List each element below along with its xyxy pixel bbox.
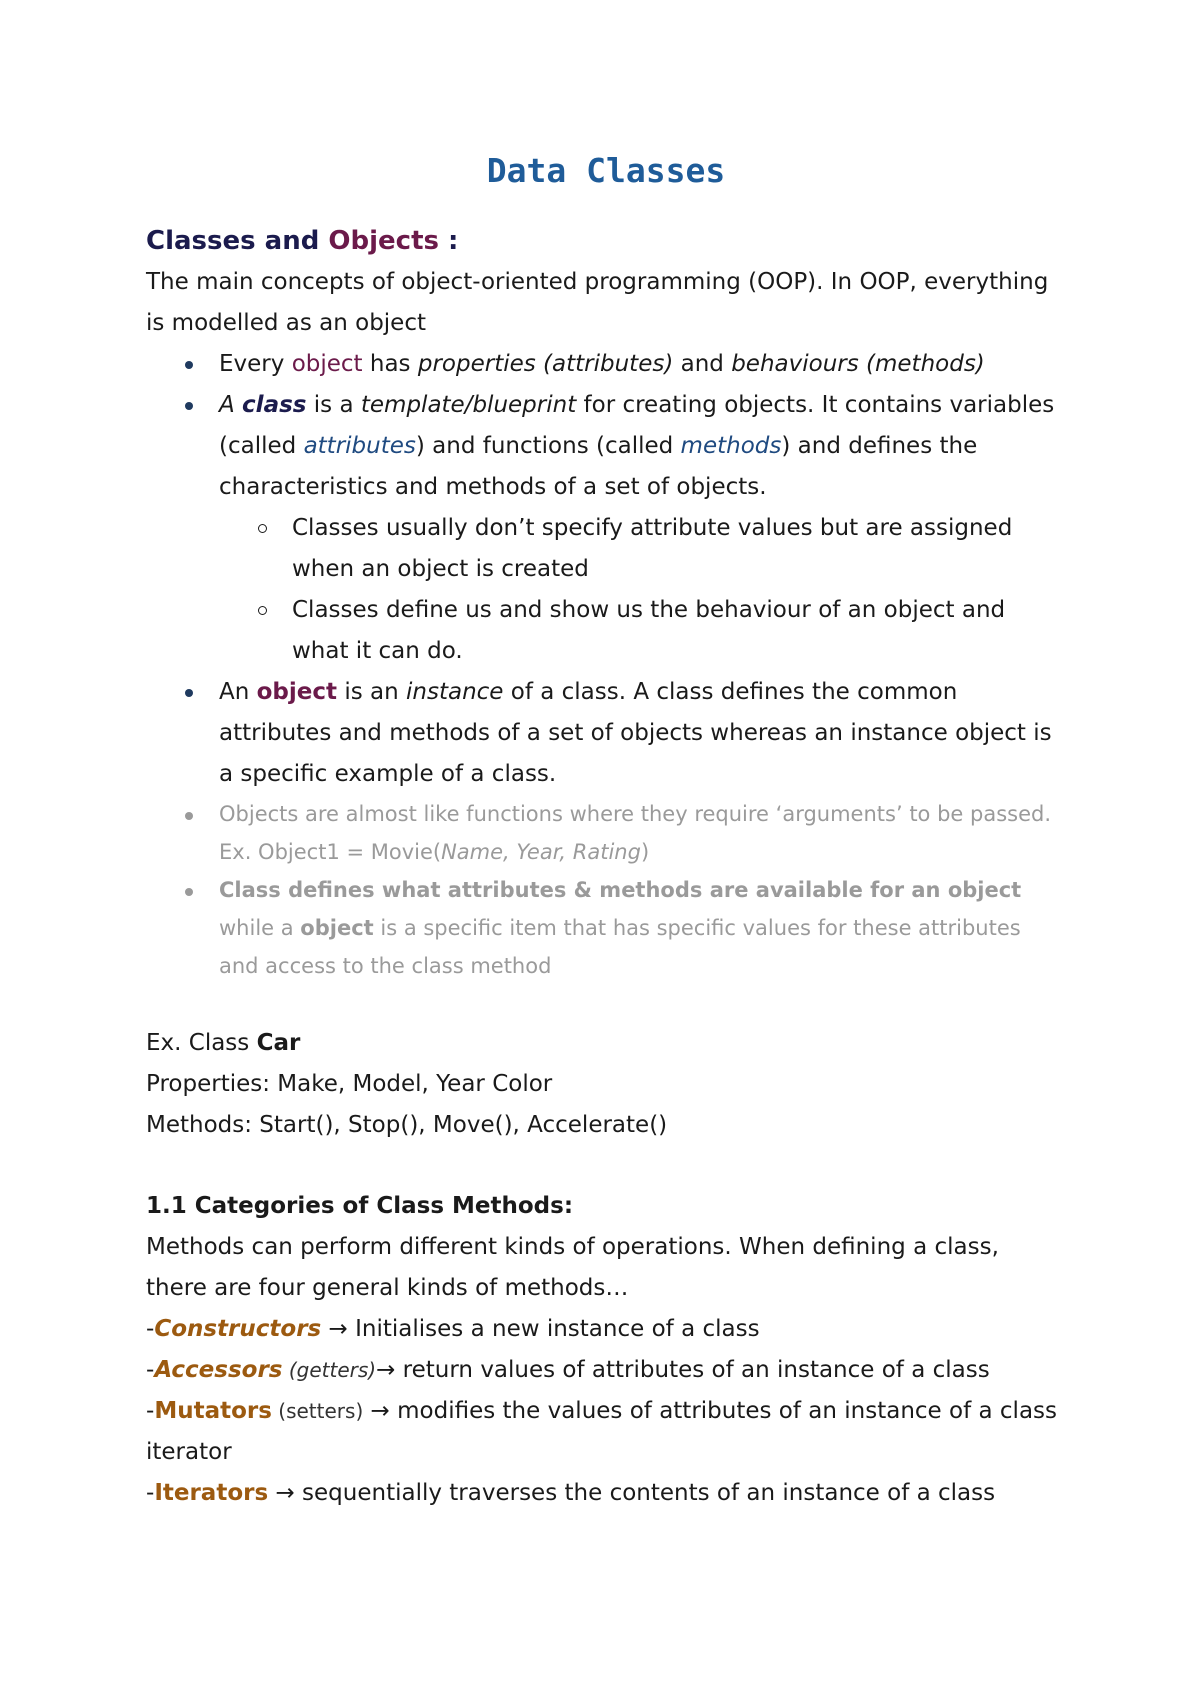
intro-paragraph: The main concepts of object-oriented programming (OOP). In OOP, everything is modelled as an object xyxy=(146,269,1049,336)
heading-and: and xyxy=(264,226,320,256)
categories-intro: Methods can perform different kinds of operations. When defining a class, there are four general kinds of methods… xyxy=(146,1234,999,1301)
section-heading-classes-objects xyxy=(146,220,1066,262)
text: An xyxy=(219,679,257,705)
list-item-object-definition xyxy=(146,672,1066,795)
term-args: Name, Year, Rating xyxy=(441,840,641,864)
text: Every xyxy=(219,351,292,377)
term-constructors: Constructors xyxy=(154,1316,322,1342)
heading-objects: Objects xyxy=(328,226,439,256)
dash: - xyxy=(146,1480,155,1506)
text-setters: (setters) xyxy=(271,1399,364,1423)
text: and xyxy=(673,351,732,377)
text: Ex. Class xyxy=(146,1030,257,1056)
document-page xyxy=(146,140,1066,1514)
sub-item-behaviour: Classes define us and show us the behaviour of an object and what it can do. xyxy=(146,590,1066,672)
term-instance: instance xyxy=(406,679,504,705)
term-iterators: Iterators xyxy=(154,1480,269,1506)
method-iterators xyxy=(146,1473,1066,1514)
text: ) and defines the characteristics and methods of a set of objects. xyxy=(219,433,978,500)
list-item-arguments xyxy=(146,795,1066,871)
text: of a class. A class defines the common attributes and methods of a set of objects whereas an instance object is a specific example of a class. xyxy=(219,679,1052,787)
concept-list xyxy=(146,344,1066,985)
method-mutators xyxy=(146,1391,1066,1473)
example-methods-line: Methods: Start(), Stop(), Move(), Accelerate() xyxy=(146,1112,668,1138)
text: ) and functions (called xyxy=(415,433,681,459)
term-object: object xyxy=(291,351,363,377)
term-class: class xyxy=(242,392,307,418)
dash: - xyxy=(146,1316,155,1342)
term-template: template/blueprint xyxy=(360,392,577,418)
method-accessors xyxy=(146,1350,1066,1391)
term-object: object xyxy=(256,679,338,705)
term-properties: properties (attributes) xyxy=(417,351,674,377)
text-bold: Class defines what attributes & methods are available for an object xyxy=(219,878,1022,902)
dash: - xyxy=(146,1398,155,1424)
text: is a specific item that has specific values for these attributes and access to the class method xyxy=(219,916,1021,978)
text: Objects are almost like functions where they require ‘arguments’ to be passed. Ex. Object1 = Movie( xyxy=(219,802,1052,864)
term-accessors: Accessors xyxy=(154,1357,283,1383)
text: → modifies the values of attributes of an instance of a class iterator xyxy=(146,1398,1058,1465)
text: → return values of attributes of an instance of a class xyxy=(376,1357,990,1383)
text: is a xyxy=(306,392,361,418)
heading-classes: Classes xyxy=(146,226,256,256)
text: while a xyxy=(219,916,301,940)
example-properties-line: Properties: Make, Model, Year Color xyxy=(146,1071,553,1097)
section-heading-categories: 1.1 Categories of Class Methods: xyxy=(146,1193,574,1219)
term-attributes: attributes xyxy=(303,433,416,459)
text: is an xyxy=(337,679,406,705)
text: A xyxy=(219,392,243,418)
term-methods: methods xyxy=(680,433,782,459)
list-item-class-definition xyxy=(146,385,1066,508)
term-mutators: Mutators xyxy=(154,1398,272,1424)
class-name: Car xyxy=(256,1030,301,1056)
term-behaviours: behaviours (methods) xyxy=(731,351,985,377)
text: → Initialises a new instance of a class xyxy=(321,1316,760,1342)
text: ) xyxy=(640,840,650,864)
dash: - xyxy=(146,1357,155,1383)
spacer xyxy=(146,985,1066,1023)
list-item-properties xyxy=(146,344,1066,385)
text: for creating objects. It contains variables (called xyxy=(219,392,1055,459)
list-item-class-vs-object xyxy=(146,871,1066,985)
page-title: Data Classes xyxy=(486,151,726,190)
example-class-line xyxy=(146,1023,1066,1064)
text: has xyxy=(362,351,418,377)
heading-colon: : xyxy=(448,226,459,256)
text: → sequentially traverses the contents of an instance of a class xyxy=(268,1480,996,1506)
term-object: object xyxy=(300,916,374,940)
text-getters: (getters) xyxy=(282,1358,377,1382)
method-constructors xyxy=(146,1309,1066,1350)
spacer xyxy=(146,1146,1066,1186)
sub-item-attribute-values: Classes usually don’t specify attribute values but are assigned when an object is created xyxy=(146,508,1066,590)
